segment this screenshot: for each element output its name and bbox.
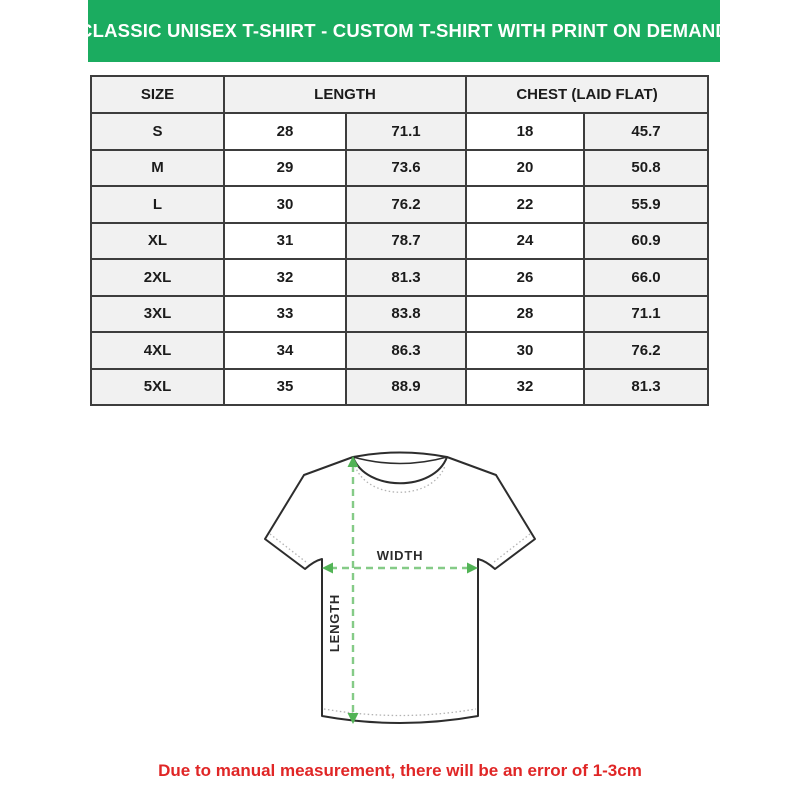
length-cm-cell: 71.1 [346, 113, 466, 150]
length-in-cell: 34 [224, 332, 346, 369]
chest-in-cell: 26 [466, 259, 584, 296]
length-in-cell: 29 [224, 150, 346, 187]
length-cm-cell: 76.2 [346, 186, 466, 223]
tshirt-body-outline [265, 453, 535, 724]
chest-in-cell: 18 [466, 113, 584, 150]
chest-cm-cell: 71.1 [584, 296, 708, 333]
chest-cm-cell: 45.7 [584, 113, 708, 150]
length-in-cell: 28 [224, 113, 346, 150]
size-cell: S [91, 113, 224, 150]
chest-in-cell: 32 [466, 369, 584, 406]
chest-cm-cell: 66.0 [584, 259, 708, 296]
length-cm-cell: 78.7 [346, 223, 466, 260]
table-row [91, 332, 708, 369]
measurement-error-note: Due to manual measurement, there will be an error of 1-3cm [158, 761, 642, 780]
length-cm-cell: 81.3 [346, 259, 466, 296]
title-banner [79, 0, 729, 62]
length-in-cell: 33 [224, 296, 346, 333]
header-chest: CHEST (LAID FLAT) [466, 76, 708, 113]
page-title: CLASSIC UNISEX T-SHIRT - CUSTOM T-SHIRT WITH PRINT ON DEMAND [79, 20, 729, 41]
chest-cm-cell: 55.9 [584, 186, 708, 223]
table-row [91, 296, 708, 333]
length-in-cell: 35 [224, 369, 346, 406]
size-cell: L [91, 186, 224, 223]
table-header-row [91, 76, 708, 113]
chest-cm-cell: 76.2 [584, 332, 708, 369]
length-in-cell: 31 [224, 223, 346, 260]
length-label: LENGTH [327, 593, 342, 653]
size-cell: 4XL [91, 332, 224, 369]
length-in-cell: 30 [224, 186, 346, 223]
size-cell: XL [91, 223, 224, 260]
length-cm-cell: 88.9 [346, 369, 466, 406]
tshirt-measurement-diagram [250, 440, 550, 750]
table-row [91, 113, 708, 150]
size-cell: M [91, 150, 224, 187]
chest-in-cell: 30 [466, 332, 584, 369]
size-table [90, 75, 709, 406]
chest-in-cell: 24 [466, 223, 584, 260]
length-cm-cell: 86.3 [346, 332, 466, 369]
table-row [91, 259, 708, 296]
table-row [91, 369, 708, 406]
header-size: SIZE [91, 76, 224, 113]
table-row [91, 223, 708, 260]
size-cell: 5XL [91, 369, 224, 406]
size-cell: 3XL [91, 296, 224, 333]
size-table-body [91, 113, 708, 405]
length-cm-cell: 83.8 [346, 296, 466, 333]
chest-cm-cell: 50.8 [584, 150, 708, 187]
length-in-cell: 32 [224, 259, 346, 296]
chest-in-cell: 28 [466, 296, 584, 333]
length-cm-cell: 73.6 [346, 150, 466, 187]
table-row [91, 186, 708, 223]
chest-in-cell: 20 [466, 150, 584, 187]
chest-in-cell: 22 [466, 186, 584, 223]
tshirt-outline-graphic [250, 440, 550, 750]
table-row [91, 150, 708, 187]
width-label: WIDTH [376, 548, 424, 563]
chest-cm-cell: 60.9 [584, 223, 708, 260]
chest-cm-cell: 81.3 [584, 369, 708, 406]
header-length: LENGTH [224, 76, 466, 113]
size-cell: 2XL [91, 259, 224, 296]
